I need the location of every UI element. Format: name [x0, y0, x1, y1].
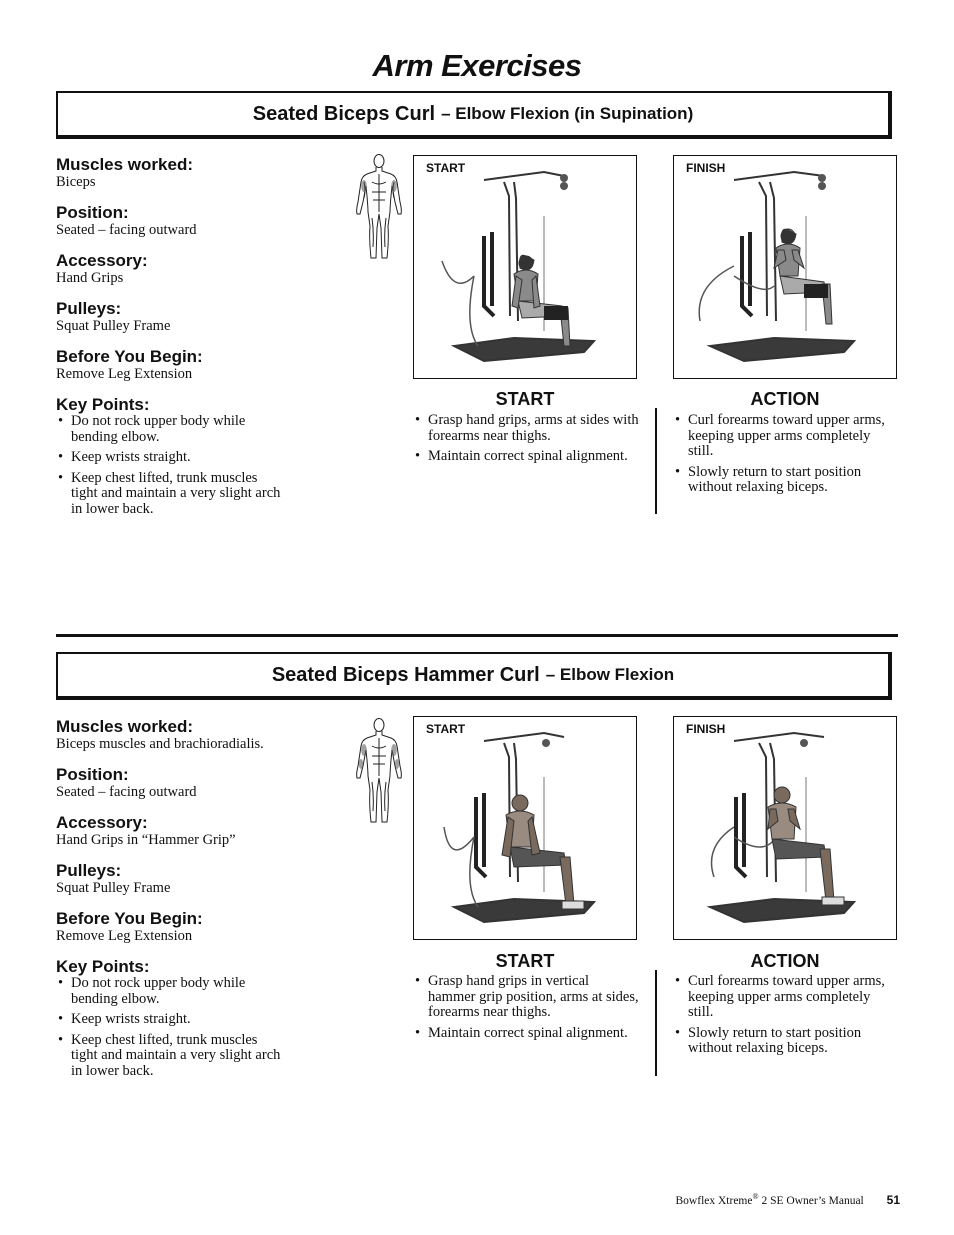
exercise-subtitle: – Elbow Flexion (in Supination)	[441, 104, 694, 123]
field-label: Before You Begin:	[56, 909, 203, 928]
field-value: Biceps muscles and brachioradialis.	[56, 736, 264, 752]
action-step: • Slowly return to start position without relaxing biceps.	[673, 1026, 899, 1057]
machine-start-illustration	[414, 717, 638, 941]
start-steps	[413, 974, 639, 1046]
start-step: • Maintain correct spinal alignment.	[413, 1026, 639, 1042]
key-points-label: Key Points:	[56, 957, 150, 976]
manual-suffix: 2 SE Owner’s Manual	[758, 1194, 864, 1207]
exercise-details	[56, 156, 296, 522]
key-point: • Keep wrists straight.	[56, 1012, 286, 1028]
key-point: • Do not rock upper body while bending elbow.	[56, 976, 286, 1007]
field-value: Remove Leg Extension	[56, 928, 193, 944]
exercise-header	[56, 91, 892, 139]
start-photo	[413, 716, 637, 940]
photo-tag: FINISH	[686, 161, 726, 175]
page-title: Arm Exercises	[372, 48, 582, 83]
key-points-list	[56, 414, 286, 517]
start-step: • Maintain correct spinal alignment.	[413, 449, 639, 465]
field-label: Position:	[56, 765, 129, 784]
key-point: • Keep wrists straight.	[56, 450, 286, 466]
machine-finish-illustration	[674, 717, 898, 941]
manual-name: Bowflex Xtreme	[675, 1194, 753, 1207]
field-label: Before You Begin:	[56, 347, 203, 366]
action-step: • Curl forearms toward upper arms, keeping upper arms completely still.	[673, 413, 899, 460]
photo-tag: START	[426, 161, 466, 175]
field-value: Remove Leg Extension	[56, 366, 193, 382]
machine-finish-illustration	[674, 156, 898, 380]
key-point: • Do not rock upper body while bending elbow.	[56, 414, 286, 445]
start-step: • Grasp hand grips, arms at sides with forearms near thighs.	[413, 413, 639, 444]
exercise-subtitle: – Elbow Flexion	[545, 665, 675, 684]
page-footer	[676, 1192, 900, 1207]
field-value: Squat Pulley Frame	[56, 318, 171, 334]
section-divider	[56, 634, 898, 637]
muscle-figure-icon	[352, 716, 406, 828]
field-label: Pulleys:	[56, 299, 122, 318]
start-photo	[413, 155, 637, 379]
start-step: • Grasp hand grips in vertical hammer grip position, arms at sides, forearms near thighs.	[413, 974, 639, 1021]
exercise-title: Seated Biceps Hammer Curl	[271, 663, 540, 686]
field-label: Muscles worked:	[56, 155, 193, 174]
key-points-label: Key Points:	[56, 395, 150, 414]
action-heading: ACTION	[750, 389, 820, 409]
field-label: Accessory:	[56, 251, 148, 270]
action-heading: ACTION	[750, 951, 820, 971]
key-point: • Keep chest lifted, trunk muscles tight and maintain a very slight arch in lower back.	[56, 1033, 286, 1080]
field-value: Seated – facing outward	[56, 784, 197, 800]
muscle-figure-icon	[352, 152, 406, 264]
key-points-list	[56, 976, 286, 1079]
key-point: • Keep chest lifted, trunk muscles tight and maintain a very slight arch in lower back.	[56, 471, 286, 518]
field-label: Muscles worked:	[56, 717, 193, 736]
column-divider	[655, 970, 657, 1076]
machine-start-illustration	[414, 156, 638, 380]
field-value: Hand Grips	[56, 270, 124, 286]
registered-mark: ®	[752, 1192, 759, 1201]
field-value: Squat Pulley Frame	[56, 880, 171, 896]
action-steps	[673, 413, 899, 501]
exercise-header	[56, 652, 892, 700]
page-number: 51	[886, 1192, 900, 1207]
field-label: Pulleys:	[56, 861, 122, 880]
start-heading: START	[495, 951, 555, 971]
action-step: • Slowly return to start position without relaxing biceps.	[673, 465, 899, 496]
column-divider	[655, 408, 657, 514]
field-value: Biceps	[56, 174, 96, 190]
photo-tag: FINISH	[686, 722, 726, 736]
action-step: • Curl forearms toward upper arms, keeping upper arms completely still.	[673, 974, 899, 1021]
photo-tag: START	[426, 722, 466, 736]
exercise-title: Seated Biceps Curl	[252, 102, 436, 125]
field-label: Position:	[56, 203, 129, 222]
action-steps	[673, 974, 899, 1062]
start-steps	[413, 413, 639, 470]
field-value: Seated – facing outward	[56, 222, 197, 238]
start-heading: START	[495, 389, 555, 409]
finish-photo	[673, 716, 897, 940]
field-value: Hand Grips in “Hammer Grip”	[56, 832, 236, 848]
field-label: Accessory:	[56, 813, 148, 832]
exercise-details	[56, 718, 296, 1084]
finish-photo	[673, 155, 897, 379]
